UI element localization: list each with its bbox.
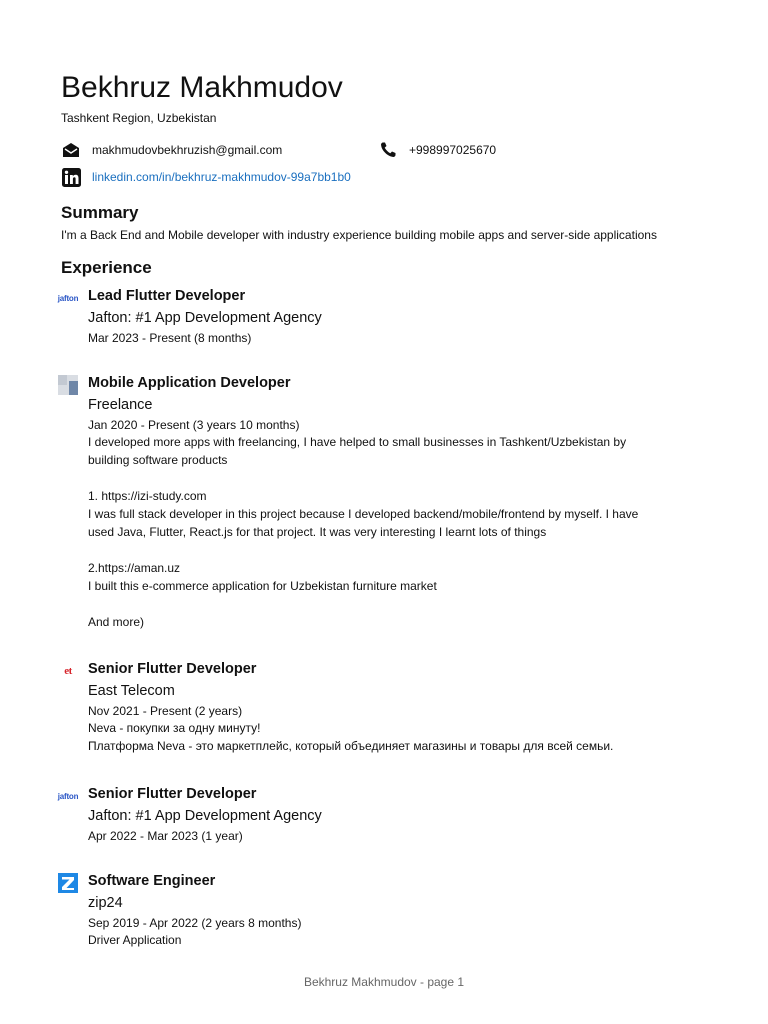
job-company: East Telecom — [88, 683, 175, 699]
job-description: Driver Application — [88, 933, 182, 947]
freelance-logo-icon — [57, 374, 79, 396]
job-title: Lead Flutter Developer — [88, 288, 246, 304]
job-description: Neva - покупки за одну минуту! Платформа Neva - это маркетплейс, который объединяет магазины и товары для всей семьи. — [88, 721, 614, 753]
email-row — [61, 140, 282, 160]
phone-text[interactable]: +998997025670 — [409, 143, 497, 157]
job-description: I developed more apps with freelancing, I have helped to small businesses in Tashkent/Uzbekistan by building software products 1. https://izi-study.com I was full stack developer in this project because I developed backend/mobile/frontend by myself. I have used Java, Flutter, React.js for that project. It was very interesting I learnt lots of things 2.https://aman.uz I built this e-commerce application for Uzbekistan furniture market And more) — [88, 435, 639, 629]
job-title: Mobile Application Developer — [88, 375, 291, 391]
jafton-logo-icon: jafton — [57, 293, 79, 303]
email-text[interactable]: makhmudovbekhruzish@gmail.com — [92, 143, 283, 157]
summary-heading: Summary — [61, 203, 139, 222]
experience-heading: Experience — [61, 258, 152, 277]
linkedin-row — [61, 167, 351, 187]
phone-icon — [378, 140, 398, 160]
job-title: Senior Flutter Developer — [88, 661, 257, 677]
job-company: Freelance — [88, 397, 153, 413]
job-dates: Sep 2019 - Apr 2022 (2 years 8 months) — [88, 916, 302, 930]
job-company: Jafton: #1 App Development Agency — [88, 808, 322, 824]
job-company: zip24 — [88, 895, 123, 911]
linkedin-icon — [61, 167, 81, 187]
job-dates: Nov 2021 - Present (2 years) — [88, 704, 243, 718]
jafton-logo-icon: jafton — [57, 791, 79, 801]
east-telecom-logo-icon: et — [64, 665, 72, 677]
candidate-location: Tashkent Region, Uzbekistan — [61, 111, 217, 125]
candidate-name: Bekhruz Makhmudov — [61, 71, 343, 104]
envelope-icon — [61, 140, 81, 160]
job-dates: Apr 2022 - Mar 2023 (1 year) — [88, 829, 243, 843]
job-title: Software Engineer — [88, 873, 216, 889]
phone-row — [378, 140, 496, 160]
linkedin-link[interactable]: linkedin.com/in/bekhruz-makhmudov-99a7bb1b0 — [92, 170, 351, 184]
job-title: Senior Flutter Developer — [88, 786, 257, 802]
page-footer: Bekhruz Makhmudov - page 1 — [303, 975, 465, 989]
job-dates: Jan 2020 - Present (3 years 10 months) — [88, 418, 300, 432]
zip24-logo-icon — [57, 872, 79, 894]
summary-text: I'm a Back End and Mobile developer with industry experience building mobile apps and server-side applications — [61, 228, 657, 242]
job-dates: Mar 2023 - Present (8 months) — [88, 331, 252, 345]
job-company: Jafton: #1 App Development Agency — [88, 310, 322, 326]
